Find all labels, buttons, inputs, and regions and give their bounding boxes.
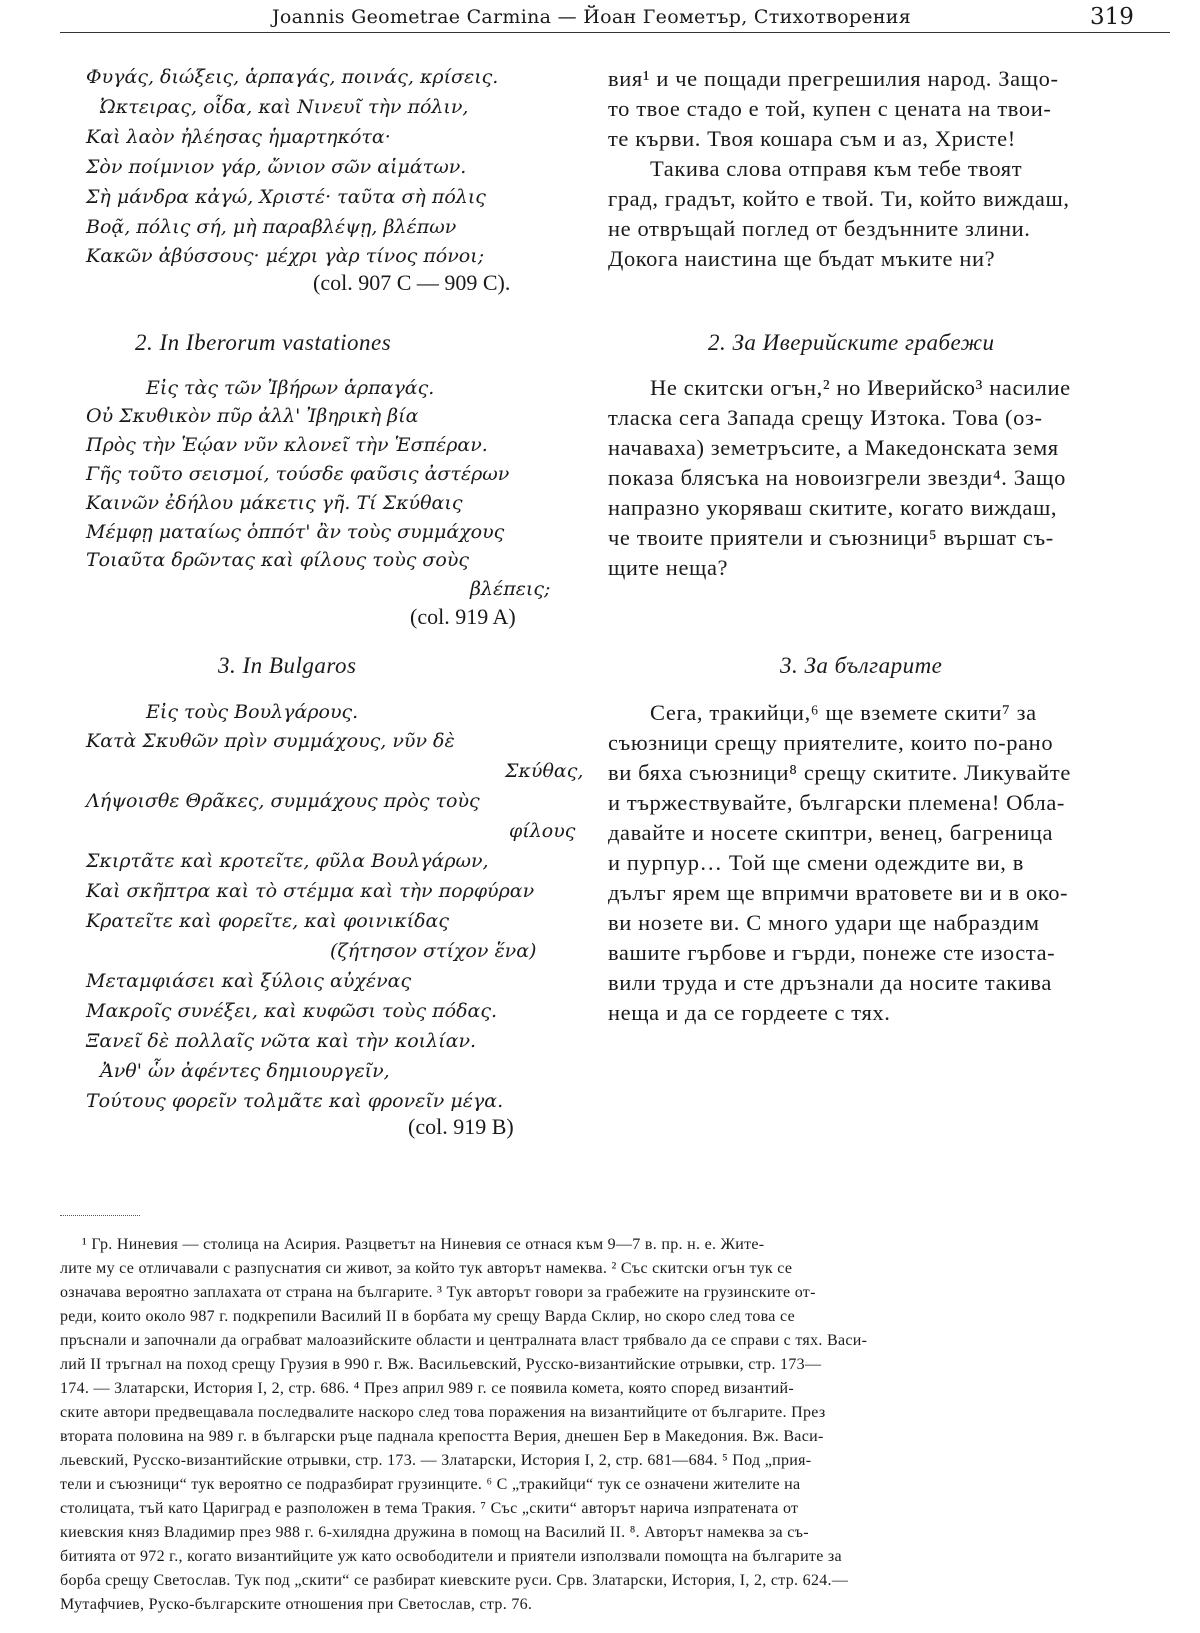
header-rule — [60, 32, 1170, 33]
citation: (col. 919 B) — [408, 1114, 514, 1139]
text-line: град, градът, който е твой. Ти, който виждаш, — [608, 186, 1070, 211]
section-heading-3-latin: 3. In Bulgaros — [218, 653, 357, 678]
footnote-line: 174. — Златарски, История I, 2, стр. 686. ⁴ През април 989 г. се появила комета, която според византий- — [60, 1380, 795, 1397]
footnote-line: реди, които около 987 г. подкрепили Василий II в борбата му срещу Варда Склир, но скоро след това се — [60, 1308, 796, 1325]
verse-line: Κατὰ Σκυθῶν πρὶν συμμάχους, νῦν δὲ — [86, 730, 455, 752]
verse-line: Κρατεῖτε καὶ φορεῖτε, καὶ φοινικίδας — [86, 910, 450, 932]
verse-line: Γῆς τοῦτο σεισμοί, τούσδε φαῦσις ἀστέρων — [86, 463, 510, 485]
verse-line: Μακροῖς συνέξει, καὶ κυφῶσι τοὺς πόδας. — [86, 1000, 498, 1022]
text-line: Сега, тракийци,⁶ ще вземете скити⁷ за — [650, 700, 1037, 725]
text-line: Докога наистина ще бъдат мъките ни? — [608, 246, 996, 271]
verse-line-tail: Σκύθας, — [505, 760, 584, 782]
footnote-line: лий II тръгнал на поход срещу Грузия в 990 г. Вж. Васильевский, Русско-византийские отрывки, стр. 173— — [60, 1356, 822, 1373]
verse-line: Ὠκτειρας, οἶδα, καὶ Νινευῖ τὴν πόλιν, — [100, 96, 469, 118]
footnote-line: тели и съюзници“ тук вероятно се подразбират грузинците. ⁶ С „тракийци“ тук се означени жителите на — [60, 1476, 801, 1493]
text-line: тласка сега Запада срещу Изтока. Това (оз- — [608, 405, 1043, 430]
verse-line: Λήψοισθε Θρᾶκες, συμμάχους πρὸς τοὺς — [86, 790, 480, 812]
text-line: Такива слова отправя към тебе твоят — [650, 156, 1023, 181]
verse-line-tail: φίλους — [509, 820, 576, 842]
verse-line: Οὐ Σκυθικὸν πῦρ ἀλλ' Ἰβηρικὴ βία — [86, 405, 419, 427]
footnote-line: втората половина на 989 г. в български ръце паднала крепостта Верия, днешен Бер в Македония. Вж. Васи- — [60, 1428, 824, 1445]
text-line: съюзници срещу приятелите, които по-рано — [608, 730, 1054, 755]
verse-line: Φυγάς, διώξεις, ἁρπαγάς, ποινάς, κρίσεις. — [86, 66, 499, 88]
text-line: начаваха) земетръсите, а Македонската земя — [608, 435, 1059, 460]
verse-line: Καὶ σκῆπτρα καὶ τὸ στέμμα καὶ τὴν πορφύραν — [86, 880, 535, 902]
running-head — [0, 0, 1200, 40]
verse-line: Σὸν ποίμνιον γάρ, ὤνιον σῶν αἱμάτων. — [86, 156, 467, 178]
verse-line: Ἀνθ' ὧν ἀφέντες δημιουργεῖν, — [100, 1060, 390, 1082]
verse-line: Καὶ λαὸν ἠλέησας ἡμαρτηκότα· — [86, 126, 391, 148]
text-line: Не скитски огън,² но Иверийско³ насилие — [650, 375, 1071, 400]
footnote-line: битията от 972 г., когато византийците уж като освободители и приятели използвали помощта на българите за — [60, 1548, 842, 1565]
text-line: ви нозете ви. С много удари ще набраздим — [608, 910, 1040, 935]
text-line: вия¹ и че пощади прегрешилия народ. Защо- — [608, 66, 1059, 91]
text-line: щите неща? — [608, 555, 729, 580]
section-heading-2-latin: 2. In Iberorum vastationes — [135, 330, 392, 355]
text-line: напразно укоряваш скитите, когато виждаш, — [608, 495, 1058, 520]
text-line: вили труда и сте дръзнали да носите такива — [608, 970, 1052, 995]
footnote-line: ¹ Гр. Ниневия — столица на Асирия. Разцветът на Ниневия се отнася към 9—7 в. пр. н. е. Жите- — [82, 1236, 765, 1253]
footnote-line: означава вероятно заплахата от страна на българите. ³ Тук авторът говори за грабежите на грузинските от- — [60, 1284, 816, 1301]
verse-line: Ξανεῖ δὲ πολλαῖς νῶτα καὶ τὴν κοιλίαν. — [86, 1030, 477, 1052]
text-line: давайте и носете скиптри, венец, багреница — [608, 820, 1054, 845]
verse-line: Καινῶν ἐδήλου μάκετις γῆ. Τί Σκύθαις — [86, 492, 463, 514]
text-line: неща и да се гордеете с тях. — [608, 1000, 891, 1025]
verse-line: Μέμφῃ ματαίως ὁππότ' ἂν τοὺς συμμάχους — [86, 521, 505, 543]
footnote-line: киевския княз Владимир през 988 г. 6-хилядна дружина в помощ на Василий II. ⁸. Авторът намеква за съ- — [60, 1524, 809, 1541]
footnote-line: Мутафчиев, Руско-българските отношения при Светослав, стр. 76. — [60, 1596, 533, 1613]
text-line: вашите гърбове и гърди, понеже сте изоста- — [608, 940, 1056, 965]
citation: (col. 919 A) — [410, 604, 516, 629]
verse-line: Τοιαῦτα δρῶντας καὶ φίλους τοὺς σοὺς — [86, 549, 470, 571]
footnote-line: ските автори предвещавала последвалите наскоро след това поражения на византийците от българите. През — [60, 1404, 826, 1421]
verse-line: Τούτους φορεῖν τολμᾶτε καὶ φρονεῖν μέγα. — [86, 1090, 504, 1112]
verse-title: Εἰς τοὺς Βουλγάρους. — [146, 701, 359, 723]
text-line: дълъг ярем ще впримчи вратовете ви и в око- — [608, 880, 1069, 905]
footnote-line: пръснали и започнали да ограбват малоазийските области и централната власт трябвало да се справи с тях. Васи- — [60, 1332, 868, 1349]
footnote-separator — [60, 1215, 140, 1216]
footnote-line: борба срещу Светослав. Тук под „скити“ се разбират киевските руси. Срв. Златарски, История, I, 2, стр. 624.— — [60, 1572, 849, 1589]
footnote-line: лите му се отличавали с разпуснатия си живот, за който тук авторът намеква. ² Със скитски огън тук се — [60, 1260, 793, 1277]
verse-title: Εἰς τὰς τῶν Ἰβήρων ἁρπαγάς. — [146, 377, 435, 399]
text-line: не отвръщай поглед от бездънните злини. — [608, 216, 1031, 241]
page-number: 319 — [1090, 4, 1134, 30]
text-line: то твое стадо е той, купен с цената на твои- — [608, 96, 1052, 121]
footnote-line: столицата, тъй като Цариград е разположен в тема Тракия. ⁷ Със „скити“ авторът нарича изпратената от — [60, 1500, 799, 1517]
text-line: показа блясъка на новоизгрели звезди⁴. Защо — [608, 465, 1066, 490]
verse-line: Βοᾷ, πόλις σή, μὴ παραβλέψῃ, βλέπων — [86, 216, 457, 238]
text-line: и тържествувайте, български племена! Обла- — [608, 790, 1065, 815]
text-line: и пурпур… Той ще смени одеждите ви, в — [608, 850, 1024, 875]
verse-line: Κακῶν ἀβύσσους· μέχρι γὰρ τίνος πόνοι; — [86, 245, 485, 267]
citation: (col. 907 C — 909 C). — [313, 270, 511, 295]
verse-line: Σὴ μάνδρα κἀγώ, Χριστέ· ταῦτα σὴ πόλις — [86, 186, 486, 208]
section-heading-2-bulgarian: 2. За Иверийските грабежи — [708, 330, 995, 355]
verse-line: Πρὸς τὴν Ἑῴαν νῦν κλονεῖ τὴν Ἑσπέραν. — [86, 434, 488, 456]
text-line: ви бяха съюзници⁸ срещу скитите. Ликувайте — [608, 760, 1071, 785]
verse-line: Μεταμφιάσει καὶ ξύλοις αὐχένας — [86, 970, 412, 992]
text-line: че твоите приятели и съюзници⁵ вършат съ- — [608, 525, 1054, 550]
verse-line-tail: βλέπεις; — [470, 578, 551, 600]
text-line: те кърви. Твоя кошара съм и аз, Христе! — [608, 126, 1016, 151]
running-title: Joannis Geometrae Carmina — Йоан Геометър, Стихотворения — [272, 6, 912, 28]
footnote-line: льевский, Русско-византийские отрывки, стр. 173. — Златарски, История I, 2, стр. 681—684. ⁵ Под „прия- — [60, 1452, 812, 1469]
verse-note: (ζήτησον στίχον ἕνα) — [330, 940, 537, 962]
section-heading-3-bulgarian: 3. За българите — [780, 653, 943, 678]
verse-line: Σκιρτᾶτε καὶ κροτεῖτε, φῦλα Βουλγάρων, — [86, 850, 489, 872]
